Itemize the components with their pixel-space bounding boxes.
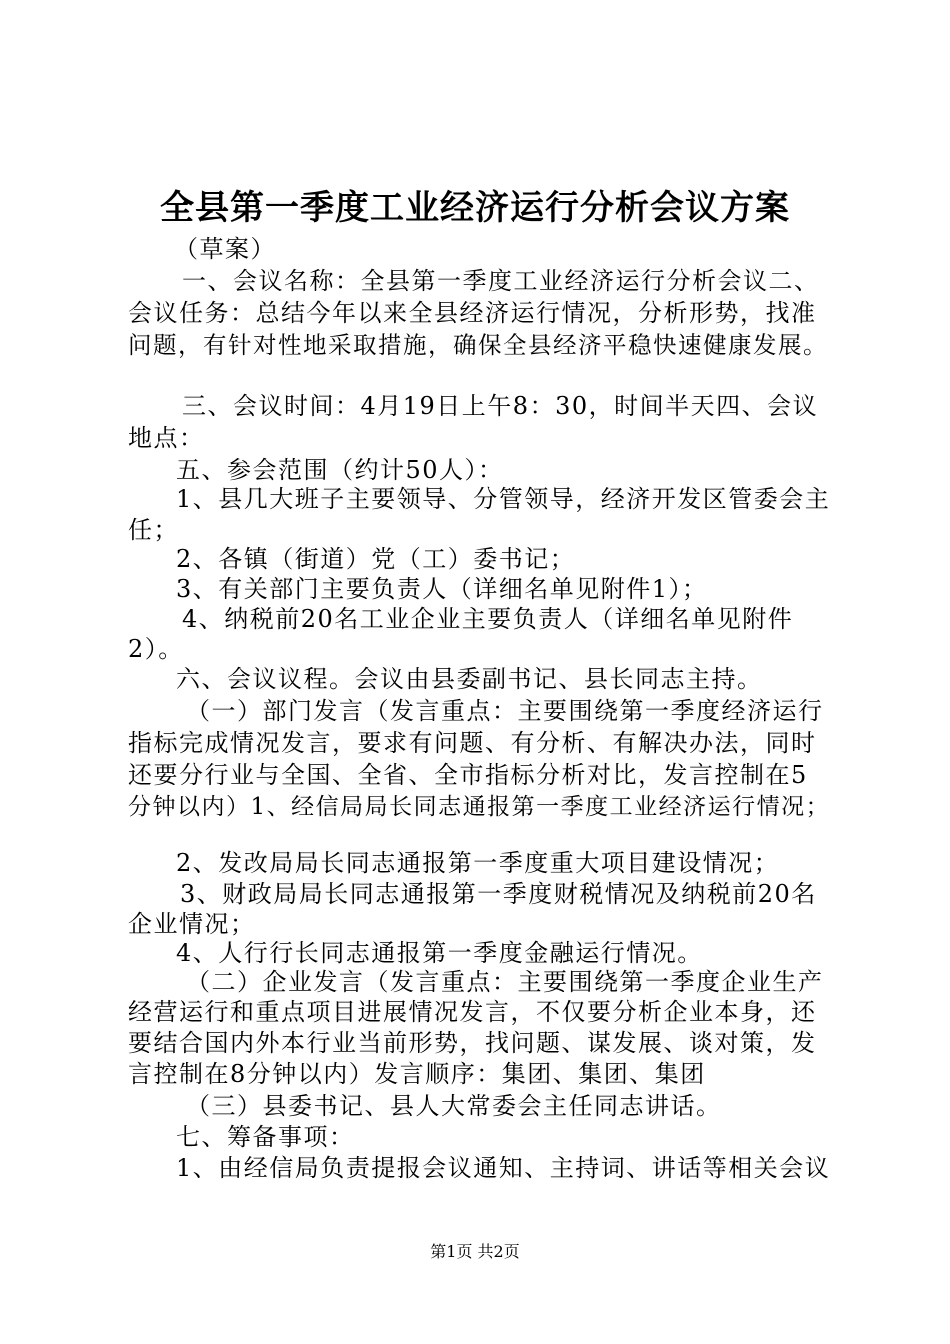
body-line: 还要分行业与全国、全省、全市指标分析对比，发言控制在5 xyxy=(128,761,808,789)
body-line: 一、会议名称：全县第一季度工业经济运行分析会议二、 xyxy=(182,267,820,295)
body-line: 经营运行和重点项目进展情况发言，不仅要分析企业本身，还 xyxy=(128,998,817,1026)
body-line: 问题，有针对性地采取措施，确保全县经济平稳快速健康发展。 xyxy=(128,331,828,359)
draft-label: （草案） xyxy=(174,235,276,263)
body-line: 3、有关部门主要负责人（详细名单见附件1）； xyxy=(176,575,708,603)
body-line: 会议任务：总结今年以来全县经济运行情况，分析形势，找准 xyxy=(128,299,817,327)
body-line: 言控制在8分钟以内）发言顺序：集团、集团、集团 xyxy=(128,1060,706,1088)
body-line: 4、人行行长同志通报第一季度金融运行情况。 xyxy=(176,939,703,967)
body-line: 3、财政局局长同志通报第一季度财税情况及纳税前20名 xyxy=(180,880,817,908)
body-line: （一）部门发言（发言重点：主要围绕第一季度经济运行 xyxy=(186,697,824,725)
body-line: 地点： xyxy=(128,424,205,452)
body-line: 企业情况； xyxy=(128,910,256,938)
body-line: （二）企业发言（发言重点：主要围绕第一季度企业生产 xyxy=(186,968,824,996)
body-line: 1、县几大班子主要领导、分管领导，经济开发区管委会主 xyxy=(176,485,831,513)
body-line: 2、发改局局长同志通报第一季度重大项目建设情况； xyxy=(176,849,780,877)
body-line: 4、纳税前20名工业企业主要负责人（详细名单见附件 xyxy=(182,605,794,633)
body-line: （三）县委书记、县人大常委会主任同志讲话。 xyxy=(186,1092,722,1120)
document-title: 全县第一季度工业经济运行分析会议方案 xyxy=(160,188,790,228)
body-line: 1、由经信局负责提报会议通知、主持词、讲话等相关会议 xyxy=(176,1154,831,1182)
body-line: 七、筹备事项： xyxy=(176,1123,355,1151)
body-line: 五、参会范围（约计50人）： xyxy=(176,456,504,484)
body-line: 2、各镇（街道）党（工）委书记； xyxy=(176,545,576,573)
body-line: 三、会议时间：4月19日上午8：30，时间半天四、会议 xyxy=(182,392,819,420)
body-line: 2）。 xyxy=(128,635,184,663)
page-footer: 第1页 共2页 xyxy=(430,1242,520,1261)
body-line: 分钟以内）1、经信局局长同志通报第一季度工业经济运行情况； xyxy=(128,794,831,820)
body-line: 六、会议议程。会议由县委副书记、县长同志主持。 xyxy=(176,665,763,693)
body-line: 指标完成情况发言，要求有问题、有分析、有解决办法，同时 xyxy=(128,729,817,757)
body-line: 任； xyxy=(128,516,179,544)
body-line: 要结合国内外本行业当前形势，找问题、谋发展、谈对策，发 xyxy=(128,1029,817,1057)
